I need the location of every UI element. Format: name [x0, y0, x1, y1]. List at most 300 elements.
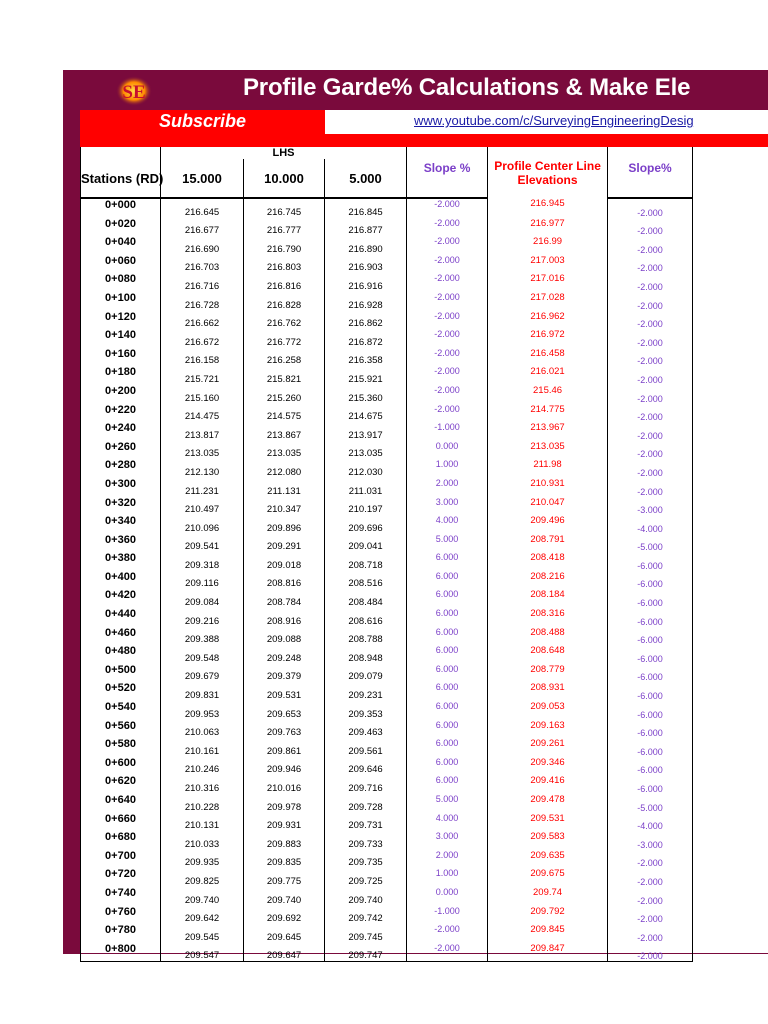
center-elevation-cell[interactable]: 209.496: [488, 515, 608, 534]
slope-cell[interactable]: 6.000: [407, 757, 488, 776]
center-elevation-cell[interactable]: 217.028: [488, 292, 608, 311]
offset-5-cell[interactable]: 209.696: [325, 515, 407, 534]
offset-10-cell[interactable]: 209.835: [244, 850, 325, 869]
offset-5-cell[interactable]: 209.740: [325, 887, 407, 906]
offset-15-cell[interactable]: 209.831: [161, 682, 244, 701]
slope2-cell[interactable]: -2.000: [608, 459, 693, 478]
offset-5-cell[interactable]: 216.862: [325, 311, 407, 330]
slope-cell[interactable]: -2.000: [407, 236, 488, 255]
offset-10-cell[interactable]: 216.762: [244, 311, 325, 330]
slope2-cell[interactable]: -2.000: [608, 329, 693, 348]
station-cell[interactable]: 0+180: [81, 366, 161, 385]
station-cell[interactable]: 0+340: [81, 515, 161, 534]
slope2-cell[interactable]: -2.000: [608, 292, 693, 311]
offset-10-cell[interactable]: 212.080: [244, 459, 325, 478]
slope-cell[interactable]: 4.000: [407, 515, 488, 534]
center-elevation-cell[interactable]: 209.845: [488, 924, 608, 943]
offset-5-cell[interactable]: 208.616: [325, 608, 407, 627]
offset-10-cell[interactable]: 209.531: [244, 682, 325, 701]
station-cell[interactable]: 0+140: [81, 329, 161, 348]
station-cell[interactable]: 0+480: [81, 645, 161, 664]
offset-15-cell[interactable]: 210.063: [161, 720, 244, 739]
slope-cell[interactable]: 6.000: [407, 571, 488, 590]
subscribe-button[interactable]: Subscribe: [80, 110, 325, 134]
slope2-cell[interactable]: -6.000: [608, 627, 693, 646]
station-cell[interactable]: 0+760: [81, 906, 161, 925]
offset-5-cell[interactable]: 209.079: [325, 664, 407, 683]
slope2-cell[interactable]: -2.000: [608, 255, 693, 274]
offset-15-cell[interactable]: 210.096: [161, 515, 244, 534]
slope-cell[interactable]: 3.000: [407, 831, 488, 850]
slope-cell[interactable]: 6.000: [407, 608, 488, 627]
center-elevation-cell[interactable]: 211.98: [488, 459, 608, 478]
offset-5-cell[interactable]: 216.358: [325, 348, 407, 367]
offset-5-cell[interactable]: 209.747: [325, 943, 407, 962]
center-elevation-cell[interactable]: 208.931: [488, 682, 608, 701]
station-cell[interactable]: 0+320: [81, 497, 161, 516]
offset-10-cell[interactable]: 216.790: [244, 236, 325, 255]
offset-5-cell[interactable]: 209.463: [325, 720, 407, 739]
offset-15-cell[interactable]: 210.161: [161, 738, 244, 757]
center-elevation-cell[interactable]: 216.977: [488, 218, 608, 237]
station-cell[interactable]: 0+620: [81, 775, 161, 794]
station-cell[interactable]: 0+440: [81, 608, 161, 627]
offset-10-cell[interactable]: 209.978: [244, 794, 325, 813]
station-cell[interactable]: 0+720: [81, 868, 161, 887]
slope-cell[interactable]: 6.000: [407, 645, 488, 664]
station-cell[interactable]: 0+020: [81, 218, 161, 237]
offset-5-cell[interactable]: 209.731: [325, 813, 407, 832]
offset-10-cell[interactable]: 209.775: [244, 868, 325, 887]
offset-10-cell[interactable]: 209.088: [244, 627, 325, 646]
center-elevation-cell[interactable]: 209.346: [488, 757, 608, 776]
offset-5-cell[interactable]: 212.030: [325, 459, 407, 478]
offset-5-cell[interactable]: 216.877: [325, 218, 407, 237]
slope2-cell[interactable]: -2.000: [608, 366, 693, 385]
offset-5-cell[interactable]: 208.516: [325, 571, 407, 590]
slope2-cell[interactable]: -2.000: [608, 218, 693, 237]
offset-5-cell[interactable]: 209.742: [325, 906, 407, 925]
offset-15-cell[interactable]: 209.740: [161, 887, 244, 906]
station-cell[interactable]: 0+540: [81, 701, 161, 720]
offset-10-cell[interactable]: 209.931: [244, 813, 325, 832]
slope-cell[interactable]: 2.000: [407, 850, 488, 869]
center-elevation-cell[interactable]: 209.053: [488, 701, 608, 720]
offset-15-cell[interactable]: 209.388: [161, 627, 244, 646]
slope2-cell[interactable]: -2.000: [608, 868, 693, 887]
slope2-cell[interactable]: -2.000: [608, 441, 693, 460]
offset-15-cell[interactable]: 209.825: [161, 868, 244, 887]
slope-cell[interactable]: 0.000: [407, 887, 488, 906]
offset-10-cell[interactable]: 216.816: [244, 273, 325, 292]
offset-10-cell[interactable]: 209.291: [244, 534, 325, 553]
station-cell[interactable]: 0+400: [81, 571, 161, 590]
offset-10-cell[interactable]: 209.018: [244, 552, 325, 571]
offset-15-cell[interactable]: 211.231: [161, 478, 244, 497]
station-cell[interactable]: 0+740: [81, 887, 161, 906]
center-elevation-cell[interactable]: 208.184: [488, 589, 608, 608]
center-elevation-cell[interactable]: 209.635: [488, 850, 608, 869]
center-elevation-cell[interactable]: 209.531: [488, 813, 608, 832]
center-elevation-cell[interactable]: 216.99: [488, 236, 608, 255]
slope-cell[interactable]: -2.000: [407, 366, 488, 385]
offset-10-cell[interactable]: 209.861: [244, 738, 325, 757]
center-elevation-cell[interactable]: 208.418: [488, 552, 608, 571]
slope-cell[interactable]: -2.000: [407, 292, 488, 311]
slope-cell[interactable]: -2.000: [407, 385, 488, 404]
offset-5-cell[interactable]: 208.718: [325, 552, 407, 571]
offset-15-cell[interactable]: 209.541: [161, 534, 244, 553]
offset-5-cell[interactable]: 209.745: [325, 924, 407, 943]
offset-15-cell[interactable]: 209.642: [161, 906, 244, 925]
slope-cell[interactable]: 6.000: [407, 627, 488, 646]
slope2-cell[interactable]: -2.000: [608, 348, 693, 367]
offset-5-cell[interactable]: 216.890: [325, 236, 407, 255]
offset-5-cell[interactable]: 209.041: [325, 534, 407, 553]
offset-15-cell[interactable]: 213.035: [161, 441, 244, 460]
title-banner: [63, 70, 768, 110]
station-cell[interactable]: 0+580: [81, 738, 161, 757]
center-elevation-cell[interactable]: 208.779: [488, 664, 608, 683]
center-elevation-cell[interactable]: 216.021: [488, 366, 608, 385]
station-cell[interactable]: 0+240: [81, 422, 161, 441]
offset-15-cell[interactable]: 209.679: [161, 664, 244, 683]
offset-5-cell[interactable]: 209.716: [325, 775, 407, 794]
offset-15-cell[interactable]: 216.672: [161, 329, 244, 348]
offset-5-cell[interactable]: 209.728: [325, 794, 407, 813]
offset-15-cell[interactable]: 209.084: [161, 589, 244, 608]
offset-5-cell[interactable]: 216.916: [325, 273, 407, 292]
slope2-cell[interactable]: -4.000: [608, 813, 693, 832]
offset-5-cell[interactable]: 215.921: [325, 366, 407, 385]
station-cell[interactable]: 0+040: [81, 236, 161, 255]
offset-15-cell[interactable]: 210.228: [161, 794, 244, 813]
offset-5-cell[interactable]: 209.231: [325, 682, 407, 701]
offset-15-cell[interactable]: 209.545: [161, 924, 244, 943]
offset-10-cell[interactable]: 216.258: [244, 348, 325, 367]
slope-cell[interactable]: 4.000: [407, 813, 488, 832]
slope2-cell[interactable]: -5.000: [608, 534, 693, 553]
offset-15-cell[interactable]: 216.662: [161, 311, 244, 330]
slope2-cell[interactable]: -2.000: [608, 273, 693, 292]
slope2-cell[interactable]: -2.000: [608, 924, 693, 943]
station-cell[interactable]: 0+060: [81, 255, 161, 274]
offset-10-cell[interactable]: 208.816: [244, 571, 325, 590]
station-cell[interactable]: 0+560: [81, 720, 161, 739]
center-elevation-cell[interactable]: 209.261: [488, 738, 608, 757]
station-cell[interactable]: 0+080: [81, 273, 161, 292]
slope-cell[interactable]: 6.000: [407, 738, 488, 757]
offset-15-cell[interactable]: 216.677: [161, 218, 244, 237]
slope-cell[interactable]: 6.000: [407, 682, 488, 701]
station-cell[interactable]: 0+200: [81, 385, 161, 404]
center-elevation-cell[interactable]: 209.675: [488, 868, 608, 887]
station-cell[interactable]: 0+360: [81, 534, 161, 553]
offset-5-cell[interactable]: 216.903: [325, 255, 407, 274]
offset-5-cell[interactable]: 209.733: [325, 831, 407, 850]
slope-cell[interactable]: -1.000: [407, 906, 488, 925]
slope2-cell[interactable]: -6.000: [608, 552, 693, 571]
offset-5-cell[interactable]: 210.197: [325, 497, 407, 516]
center-elevation-cell[interactable]: 215.46: [488, 385, 608, 404]
station-cell[interactable]: 0+660: [81, 813, 161, 832]
offset-15-cell[interactable]: 209.216: [161, 608, 244, 627]
center-elevation-cell[interactable]: 214.775: [488, 404, 608, 423]
offset-15-cell[interactable]: 210.033: [161, 831, 244, 850]
slope2-cell[interactable]: -3.000: [608, 831, 693, 850]
slope-cell[interactable]: -2.000: [407, 404, 488, 423]
offset-15-cell[interactable]: 209.318: [161, 552, 244, 571]
offset-10-cell[interactable]: 209.740: [244, 887, 325, 906]
offset-15-cell[interactable]: 216.728: [161, 292, 244, 311]
station-cell[interactable]: 0+680: [81, 831, 161, 850]
offset-5-cell[interactable]: 216.928: [325, 292, 407, 311]
offset-5-cell[interactable]: 214.675: [325, 404, 407, 423]
offset-10-cell[interactable]: 209.896: [244, 515, 325, 534]
center-elevation-cell[interactable]: 216.945: [488, 198, 608, 218]
slope2-cell[interactable]: -2.000: [608, 906, 693, 925]
offset-5-cell[interactable]: 216.872: [325, 329, 407, 348]
slope2-cell[interactable]: -6.000: [608, 608, 693, 627]
slope2-cell[interactable]: -2.000: [608, 311, 693, 330]
offset-15-cell[interactable]: 209.547: [161, 943, 244, 962]
offset-5-cell[interactable]: 209.735: [325, 850, 407, 869]
slope-cell[interactable]: -2.000: [407, 218, 488, 237]
slope2-cell[interactable]: -2.000: [608, 404, 693, 423]
offset-15-cell[interactable]: 216.690: [161, 236, 244, 255]
center-elevation-cell[interactable]: 217.016: [488, 273, 608, 292]
offset-10-cell[interactable]: 209.645: [244, 924, 325, 943]
station-cell[interactable]: 0+000: [81, 198, 161, 218]
slope2-cell[interactable]: -2.000: [608, 236, 693, 255]
station-cell[interactable]: 0+500: [81, 664, 161, 683]
center-elevation-cell[interactable]: 209.163: [488, 720, 608, 739]
offset-5-cell[interactable]: 213.035: [325, 441, 407, 460]
center-elevation-cell[interactable]: 217.003: [488, 255, 608, 274]
offset-15-cell[interactable]: 209.548: [161, 645, 244, 664]
station-cell[interactable]: 0+220: [81, 404, 161, 423]
slope2-cell[interactable]: -6.000: [608, 738, 693, 757]
slope2-cell[interactable]: -6.000: [608, 775, 693, 794]
offset-10-cell[interactable]: 208.916: [244, 608, 325, 627]
slope2-cell[interactable]: -3.000: [608, 497, 693, 516]
center-elevation-cell[interactable]: 209.583: [488, 831, 608, 850]
slope-cell[interactable]: 6.000: [407, 664, 488, 683]
slope2-cell[interactable]: -2.000: [608, 943, 693, 962]
station-cell[interactable]: 0+800: [81, 943, 161, 962]
slope-cell[interactable]: -2.000: [407, 255, 488, 274]
station-cell[interactable]: 0+460: [81, 627, 161, 646]
slope-cell[interactable]: 5.000: [407, 534, 488, 553]
slope-cell[interactable]: 0.000: [407, 441, 488, 460]
offset-10-cell[interactable]: 216.803: [244, 255, 325, 274]
offset-10-cell[interactable]: 209.248: [244, 645, 325, 664]
center-elevation-cell[interactable]: 213.035: [488, 441, 608, 460]
station-cell[interactable]: 0+420: [81, 589, 161, 608]
slope-cell[interactable]: -2.000: [407, 943, 488, 962]
slope-cell[interactable]: 5.000: [407, 794, 488, 813]
station-cell[interactable]: 0+640: [81, 794, 161, 813]
offset-15-cell[interactable]: 215.721: [161, 366, 244, 385]
slope2-cell[interactable]: -2.000: [608, 198, 693, 218]
slope2-cell[interactable]: -6.000: [608, 682, 693, 701]
center-elevation-cell[interactable]: 216.972: [488, 329, 608, 348]
slope-cell[interactable]: -2.000: [407, 311, 488, 330]
center-elevation-cell[interactable]: 216.458: [488, 348, 608, 367]
offset-10-cell[interactable]: 209.653: [244, 701, 325, 720]
slope-cell[interactable]: 6.000: [407, 589, 488, 608]
offset-10-cell[interactable]: 213.035: [244, 441, 325, 460]
slope2-cell[interactable]: -6.000: [608, 589, 693, 608]
offset-10-cell[interactable]: 209.763: [244, 720, 325, 739]
station-cell[interactable]: 0+160: [81, 348, 161, 367]
offset-5-cell[interactable]: 209.725: [325, 868, 407, 887]
offset-15-cell[interactable]: 209.953: [161, 701, 244, 720]
offset-10-cell[interactable]: 209.883: [244, 831, 325, 850]
slope2-cell[interactable]: -2.000: [608, 850, 693, 869]
slope2-cell[interactable]: -4.000: [608, 515, 693, 534]
offset-15-cell[interactable]: 210.246: [161, 757, 244, 776]
offset-15-cell[interactable]: 209.935: [161, 850, 244, 869]
offset-15-cell[interactable]: 212.130: [161, 459, 244, 478]
slope2-cell[interactable]: -2.000: [608, 887, 693, 906]
table-row: [81, 385, 693, 404]
offset-5-cell[interactable]: 209.561: [325, 738, 407, 757]
table-row: [81, 366, 693, 385]
slope-cell[interactable]: -2.000: [407, 329, 488, 348]
offset-5-cell[interactable]: 215.360: [325, 385, 407, 404]
center-elevation-cell[interactable]: 208.488: [488, 627, 608, 646]
station-cell[interactable]: 0+780: [81, 924, 161, 943]
slope-cell[interactable]: 1.000: [407, 459, 488, 478]
offset-10-cell[interactable]: 216.745: [244, 198, 325, 218]
offset-10-cell[interactable]: 216.772: [244, 329, 325, 348]
station-cell[interactable]: 0+700: [81, 850, 161, 869]
table-row: [81, 441, 693, 460]
slope-cell[interactable]: 2.000: [407, 478, 488, 497]
slope2-cell[interactable]: -2.000: [608, 385, 693, 404]
offset-15-cell[interactable]: 216.716: [161, 273, 244, 292]
offset-5-cell[interactable]: 209.646: [325, 757, 407, 776]
offset-5-cell[interactable]: 208.484: [325, 589, 407, 608]
offset-5-cell[interactable]: 213.917: [325, 422, 407, 441]
table-row: [81, 906, 693, 925]
offset-5-cell[interactable]: 208.788: [325, 627, 407, 646]
center-elevation-cell[interactable]: 210.047: [488, 497, 608, 516]
offset-10-cell[interactable]: 213.867: [244, 422, 325, 441]
table-row: [81, 608, 693, 627]
center-elevation-cell[interactable]: 208.316: [488, 608, 608, 627]
station-cell[interactable]: 0+380: [81, 552, 161, 571]
offset-5-cell[interactable]: 216.845: [325, 198, 407, 218]
offset-10-cell[interactable]: 209.379: [244, 664, 325, 683]
offset-15-cell[interactable]: 210.131: [161, 813, 244, 832]
offset-15-cell[interactable]: 216.158: [161, 348, 244, 367]
offset-5-cell[interactable]: 209.353: [325, 701, 407, 720]
col-header-center-elevation: Profile Center Line Elevations: [488, 147, 608, 198]
offset-15-cell[interactable]: 209.116: [161, 571, 244, 590]
offset-15-cell[interactable]: 214.475: [161, 404, 244, 423]
slope2-cell[interactable]: -2.000: [608, 422, 693, 441]
slope-cell[interactable]: 3.000: [407, 497, 488, 516]
center-elevation-cell[interactable]: 216.962: [488, 311, 608, 330]
slope2-cell[interactable]: -6.000: [608, 757, 693, 776]
offset-15-cell[interactable]: 216.645: [161, 198, 244, 218]
center-elevation-cell[interactable]: 208.648: [488, 645, 608, 664]
offset-10-cell[interactable]: 211.131: [244, 478, 325, 497]
offset-10-cell[interactable]: 215.821: [244, 366, 325, 385]
center-elevation-cell[interactable]: 213.967: [488, 422, 608, 441]
slope-cell[interactable]: -2.000: [407, 273, 488, 292]
offset-10-cell[interactable]: 214.575: [244, 404, 325, 423]
slope2-cell[interactable]: -2.000: [608, 478, 693, 497]
station-cell[interactable]: 0+520: [81, 682, 161, 701]
center-elevation-cell[interactable]: 208.216: [488, 571, 608, 590]
slope2-cell[interactable]: -6.000: [608, 701, 693, 720]
slope-cell[interactable]: -1.000: [407, 422, 488, 441]
offset-15-cell[interactable]: 210.316: [161, 775, 244, 794]
center-elevation-cell[interactable]: 209.478: [488, 794, 608, 813]
center-elevation-cell[interactable]: 210.931: [488, 478, 608, 497]
slope2-cell[interactable]: -6.000: [608, 645, 693, 664]
station-cell[interactable]: 0+120: [81, 311, 161, 330]
youtube-link[interactable]: www.youtube.com/c/SurveyingEngineeringDesig: [414, 113, 694, 128]
slope-cell[interactable]: -2.000: [407, 348, 488, 367]
offset-5-cell[interactable]: 211.031: [325, 478, 407, 497]
slope-cell[interactable]: 6.000: [407, 775, 488, 794]
station-cell[interactable]: 0+300: [81, 478, 161, 497]
offset-10-cell[interactable]: 210.347: [244, 497, 325, 516]
station-cell[interactable]: 0+260: [81, 441, 161, 460]
station-cell[interactable]: 0+280: [81, 459, 161, 478]
offset-15-cell[interactable]: 210.497: [161, 497, 244, 516]
offset-10-cell[interactable]: 209.692: [244, 906, 325, 925]
offset-10-cell[interactable]: 209.946: [244, 757, 325, 776]
center-elevation-cell[interactable]: 209.416: [488, 775, 608, 794]
slope-cell[interactable]: 1.000: [407, 868, 488, 887]
slope-cell[interactable]: 6.000: [407, 720, 488, 739]
slope2-cell[interactable]: -6.000: [608, 720, 693, 739]
center-elevation-cell[interactable]: 208.791: [488, 534, 608, 553]
center-elevation-cell[interactable]: 209.74: [488, 887, 608, 906]
slope-cell[interactable]: -2.000: [407, 924, 488, 943]
slope-cell[interactable]: 6.000: [407, 701, 488, 720]
offset-15-cell[interactable]: 213.817: [161, 422, 244, 441]
table-row: [81, 311, 693, 330]
offset-15-cell[interactable]: 216.703: [161, 255, 244, 274]
slope2-cell[interactable]: -6.000: [608, 664, 693, 683]
station-cell[interactable]: 0+100: [81, 292, 161, 311]
offset-10-cell[interactable]: 208.784: [244, 589, 325, 608]
center-elevation-cell[interactable]: 209.792: [488, 906, 608, 925]
station-cell[interactable]: 0+600: [81, 757, 161, 776]
slope-cell[interactable]: 6.000: [407, 552, 488, 571]
offset-5-cell[interactable]: 208.948: [325, 645, 407, 664]
offset-10-cell[interactable]: 216.828: [244, 292, 325, 311]
se-logo-icon: [115, 75, 153, 107]
table-row: [81, 720, 693, 739]
offset-15-cell[interactable]: 215.160: [161, 385, 244, 404]
center-elevation-cell[interactable]: 209.847: [488, 943, 608, 962]
offset-10-cell[interactable]: 210.016: [244, 775, 325, 794]
offset-10-cell[interactable]: 216.777: [244, 218, 325, 237]
slope-cell[interactable]: -2.000: [407, 198, 488, 218]
offset-10-cell[interactable]: 215.260: [244, 385, 325, 404]
table-row: [81, 255, 693, 274]
slope2-cell[interactable]: -5.000: [608, 794, 693, 813]
slope2-cell[interactable]: -6.000: [608, 571, 693, 590]
offset-10-cell[interactable]: 209.647: [244, 943, 325, 962]
